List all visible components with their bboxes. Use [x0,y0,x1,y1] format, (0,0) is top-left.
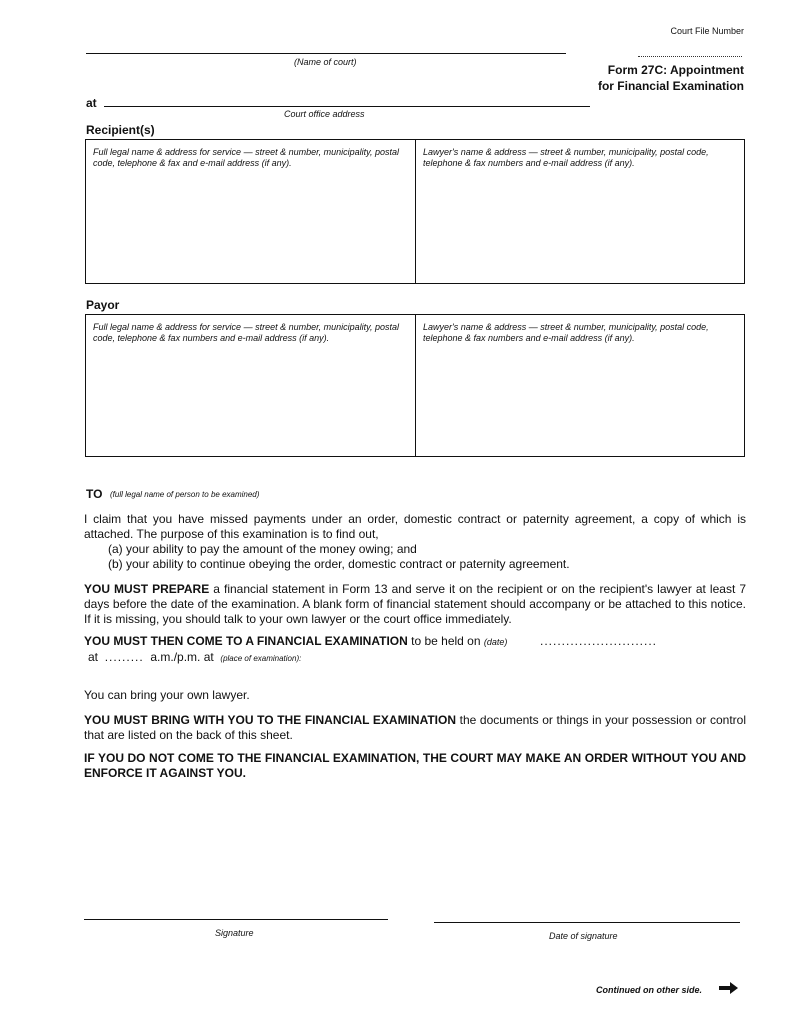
court-name-line[interactable] [86,53,566,54]
come-line [84,634,507,648]
signature-caption: Signature [215,928,254,938]
payor-lawyer-cell[interactable] [416,315,744,456]
payor-box [85,314,745,457]
recipient-lawyer-cell[interactable] [416,140,744,283]
bring-lawyer-text: You can bring your own lawyer. [84,688,250,702]
continued-text: Continued on other side. [596,985,702,995]
prepare-text: a financial statement in Form 13 and serve it on the recipient or on the recipient's lawyer at least 7 days before the date of the examination. A blank form of financial statement should accompany or be attached to this notice. If it is missing, you should talk to your own lawyer or the court office immediately. [84,582,746,626]
place-caption: (place of examination): [220,654,302,663]
payor-party-caption: Full legal name & address for service — street & number, municipality, postal code, telephone & fax numbers and e-mail address (if any). [93,322,399,343]
court-name-caption: (Name of court) [294,57,357,67]
form-title-line1: Form 27C: Appointment [607,63,744,77]
arrow-right-icon [719,981,739,1000]
come-text: to be held on [407,634,484,648]
recipients-box [85,139,745,284]
ampm-text: a.m./p.m. at [150,650,214,664]
court-office-address-line[interactable] [104,106,590,107]
court-file-number-label: Court File Number [670,26,744,36]
at-label: at [86,96,97,110]
claim-paragraph: I claim that you have missed payments under an order, domestic contract or paternity agreement, a copy of which is attached. The purpose of this examination is to find out, [84,512,746,541]
item-b: (b) your ability to continue obeying the order, domestic contract or paternity agreement. [108,557,570,571]
recipient-lawyer-caption: Lawyer's name & address — street & number, municipality, postal code, telephone & fax numbers and e-mail address (if any). [423,147,709,168]
date-of-signature-line[interactable] [434,922,740,923]
recipient-party-cell[interactable] [86,140,416,283]
form-title-line2: for Financial Examination [597,79,744,93]
to-label: TO [86,487,103,501]
bring-documents-paragraph [84,713,746,743]
bring-bold: YOU MUST BRING WITH YOU TO THE FINANCIAL EXAMINATION [84,713,457,727]
payor-party-cell[interactable] [86,315,416,456]
examination-time-field[interactable]: ......... [104,650,144,664]
payor-lawyer-caption: Lawyer's name & address — street & number, municipality, postal code, telephone & fax numbers and e-mail address (if any). [423,322,709,343]
court-office-address-caption: Court office address [284,109,365,119]
time-line [88,650,301,664]
signature-line[interactable] [84,919,388,920]
date-caption: (date) [483,637,508,647]
examination-date-field[interactable]: ........................... [540,634,658,648]
prepare-bold: YOU MUST PREPARE [84,582,210,596]
item-a: (a) your ability to pay the amount of the money owing; and [108,542,417,556]
recipients-label: Recipient(s) [86,123,155,137]
at-word: at [88,650,99,664]
court-file-number-field[interactable] [638,50,742,57]
bring-text: the documents or things in your possession or control that are listed on the back of this sheet. [84,713,747,742]
date-of-signature-caption: Date of signature [549,931,618,941]
payor-label: Payor [86,298,120,312]
recipient-party-caption: Full legal name & address for service — street & number, municipality, postal code, telephone & fax and e-mail address (if any). [93,147,399,168]
to-caption: (full legal name of person to be examined) [110,490,260,499]
prepare-paragraph [84,582,746,627]
come-bold: YOU MUST THEN COME TO A FINANCIAL EXAMINATION [84,634,408,648]
warning-paragraph: IF YOU DO NOT COME TO THE FINANCIAL EXAMINATION, THE COURT MAY MAKE AN ORDER WITHOUT YOU AND ENFORCE IT AGAINST YOU. [84,751,746,780]
